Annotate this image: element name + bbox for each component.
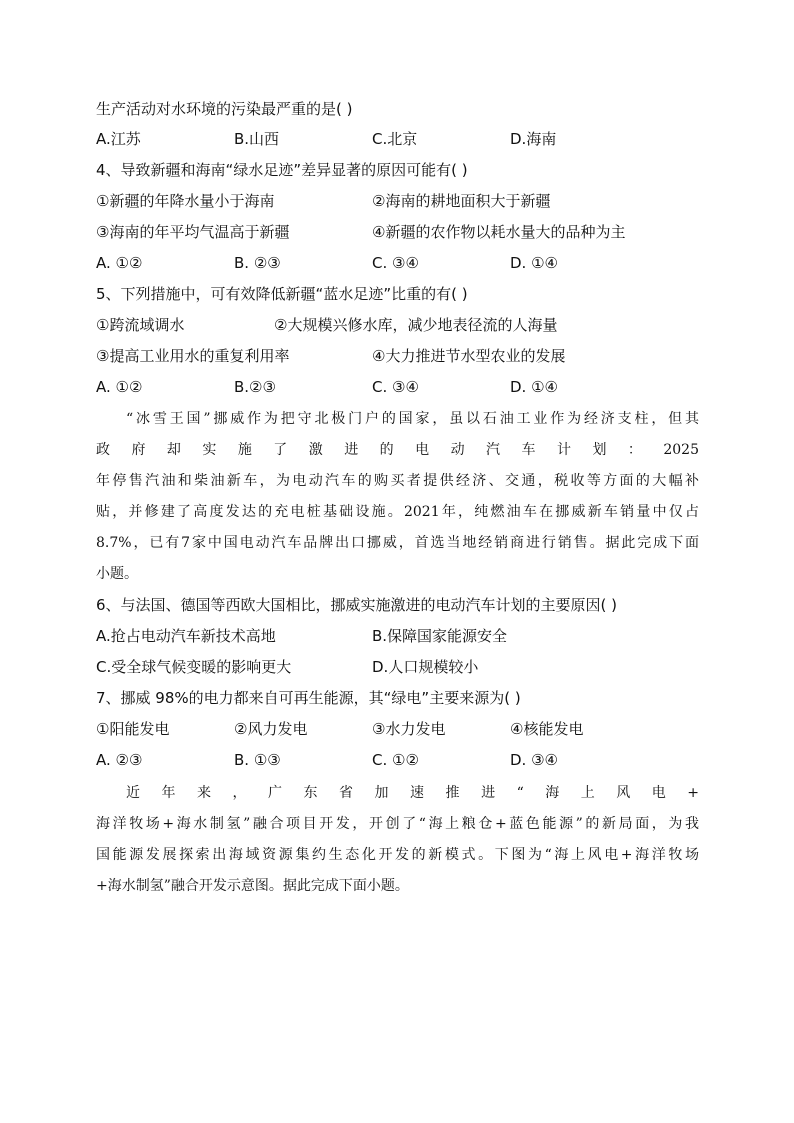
q7-item-3: ③水力发电 <box>372 720 446 738</box>
q3-option-d: D.海南 <box>510 130 557 148</box>
passage-line: 国能源发展探索出海域资源集约生态化开发的新模式。下图为“海上风电+海洋牧场 <box>96 847 699 863</box>
q5-option-b: B.②③ <box>234 378 276 396</box>
q7-stem: 7、挪威 98%的电力都来自可再生能源，其“绿电”主要来源为( ) <box>96 689 521 707</box>
q7-option-c: C. ①② <box>372 751 419 769</box>
q6-option-b: B.保障国家能源安全 <box>372 627 508 645</box>
passage-line: 小题。 <box>96 566 138 582</box>
q5-options <box>96 377 716 397</box>
q4-items-row1 <box>96 191 716 211</box>
q5-item-4: ④大力推进节水型农业的发展 <box>372 347 566 365</box>
passage-line: 8.7%，已有7家中国电动汽车品牌出口挪威，首选当地经销商进行销售。据此完成下面 <box>96 535 699 551</box>
q4-option-a: A. ①② <box>96 254 143 272</box>
q4-item-3: ③海南的年平均气温高于新疆 <box>96 223 290 241</box>
q3-options <box>96 129 716 149</box>
q7-item-4: ④核能发电 <box>510 720 584 738</box>
passage-norway <box>96 404 699 590</box>
q7-items <box>96 719 716 739</box>
q5-item-1: ①跨流域调水 <box>96 316 185 334</box>
q4-options <box>96 253 716 273</box>
q5-option-d: D. ①④ <box>510 378 558 396</box>
q4-stem: 4、导致新疆和海南“绿水足迹”差异显著的原因可能有( ) <box>96 161 468 179</box>
q6-option-c: C.受全球气候变暖的影响更大 <box>96 658 292 676</box>
passage-line: +海水制氢”融合开发示意图。据此完成下面小题。 <box>96 878 409 894</box>
q3-option-b: B.山西 <box>234 130 280 148</box>
q4-option-c: C. ③④ <box>372 254 419 272</box>
passage-guangdong <box>96 778 699 902</box>
q5-option-c: C. ③④ <box>372 378 419 396</box>
q3-option-a: A.江苏 <box>96 130 141 148</box>
q3-stem: 生产活动对水环境的污染最严重的是( ) <box>96 100 353 118</box>
passage-line: 海洋牧场+海水制氢”融合项目开发，开创了“海上粮仓+蓝色能源”的新局面，为我 <box>96 816 699 832</box>
q6-options-row1 <box>96 626 716 646</box>
q6-options-row2 <box>96 657 716 677</box>
q4-item-1: ①新疆的年降水量小于海南 <box>96 192 275 210</box>
q5-option-a: A. ①② <box>96 378 143 396</box>
q7-option-b: B. ①③ <box>234 751 281 769</box>
q7-options <box>96 750 716 770</box>
q5-items-row2 <box>96 346 716 366</box>
passage-line: 贴，并修建了高度发达的充电桩基础设施。2021年，纯燃油车在挪威新车销量中仅占 <box>96 504 699 520</box>
q7-option-a: A. ②③ <box>96 751 143 769</box>
passage-line: “冰雪王国”挪威作为把守北极门户的国家，虽以石油工业作为经济支柱，但其 <box>126 411 699 427</box>
q6-option-a: A.抢占电动汽车新技术高地 <box>96 627 276 645</box>
q7-option-d: D. ③④ <box>510 751 558 769</box>
q4-items-row2 <box>96 222 716 242</box>
q7-item-2: ②风力发电 <box>234 720 308 738</box>
passage-line: 年停售汽油和柴油新车，为电动汽车的购买者提供经济、交通，税收等方面的大幅补 <box>96 473 699 489</box>
q3-option-c: C.北京 <box>372 130 418 148</box>
q4-item-4: ④新疆的农作物以耗水量大的品种为主 <box>372 223 626 241</box>
q4-item-2: ②海南的耕地面积大于新疆 <box>372 192 551 210</box>
q4-option-d: D. ①④ <box>510 254 558 272</box>
q5-item-2: ②大规模兴修水库，减少地表径流的人海量 <box>274 316 558 334</box>
q6-option-d: D.人口规模较小 <box>372 658 479 676</box>
q5-item-3: ③提高工业用水的重复利用率 <box>96 347 290 365</box>
q6-stem: 6、与法国、德国等西欧大国相比，挪威实施激进的电动汽车计划的主要原因( ) <box>96 596 618 614</box>
passage-line: 政府却实施了激进的电动汽车计划：2025 <box>96 442 699 458</box>
passage-line: 近年来，广东省加速推进“海上风电+ <box>126 785 699 801</box>
q5-items-row1 <box>96 315 716 335</box>
q4-option-b: B. ②③ <box>234 254 281 272</box>
q5-stem: 5、下列措施中，可有效降低新疆“蓝水足迹”比重的有( ) <box>96 285 468 303</box>
q7-item-1: ①阳能发电 <box>96 720 170 738</box>
